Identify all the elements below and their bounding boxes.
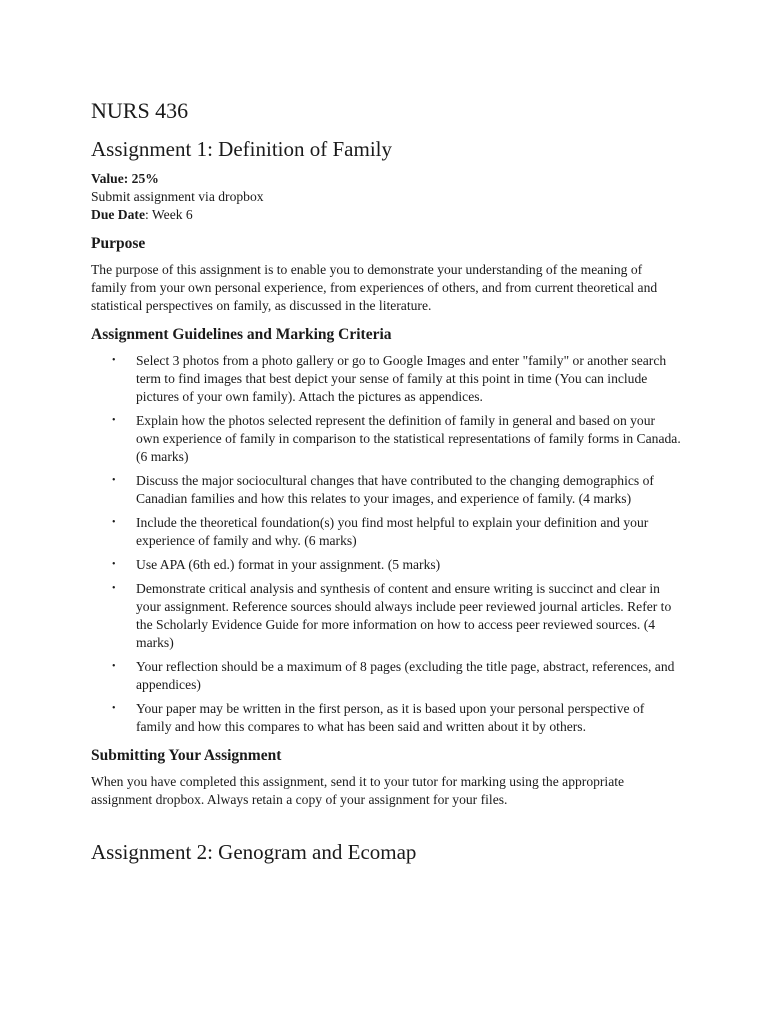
bullet-icon: • bbox=[112, 475, 116, 486]
list-item bbox=[91, 658, 681, 694]
submit-line: Submit assignment via dropbox bbox=[91, 189, 264, 204]
course-code: NURS 436 bbox=[91, 98, 189, 123]
bullet-icon: • bbox=[112, 415, 116, 426]
list-item-text: Select 3 photos from a photo gallery or go to Google Images and enter "family" or another search term to find images that best depict your sense of family at this point in time (You can include pictures of your own family). Attach the pictures as appendices. bbox=[136, 353, 667, 404]
list-item-text: Explain how the photos selected represent the definition of family in general and based on your own experience of family in comparison to the statistical representations of family forms in Canada. (6 marks) bbox=[136, 413, 681, 464]
list-item-text: Demonstrate critical analysis and synthesis of content and ensure writing is succinct and clear in your assignment. Reference sources should always include peer reviewed journal articles. Refer to the Scholarly Evidence Guide for more information on how to access peer reviewed sources. (4 marks) bbox=[136, 581, 672, 650]
list-item-text: Your reflection should be a maximum of 8 pages (excluding the title page, abstract, references, and appendices) bbox=[136, 659, 675, 692]
criteria-list bbox=[91, 352, 681, 736]
submitting-paragraph: When you have completed this assignment, send it to your tutor for marking using the appropriate assignment dropbox. Always retain a copy of your assignment for your files. bbox=[91, 774, 625, 807]
assignment-1-title: Assignment 1: Definition of Family bbox=[91, 137, 392, 161]
guidelines-heading: Assignment Guidelines and Marking Criteria bbox=[91, 326, 392, 343]
list-item bbox=[91, 352, 681, 406]
list-item-text: Use APA (6th ed.) format in your assignment. (5 marks) bbox=[136, 557, 441, 572]
list-item bbox=[91, 580, 681, 652]
list-item bbox=[91, 472, 681, 508]
list-item-text: Include the theoretical foundation(s) you find most helpful to explain your definition and your experience of family and why. (6 marks) bbox=[136, 515, 649, 548]
submitting-heading: Submitting Your Assignment bbox=[91, 747, 282, 764]
bullet-icon: • bbox=[112, 355, 116, 366]
list-item-text: Your paper may be written in the first person, as it is based upon your personal perspective of family and how this compares to what has been said and written about it by others. bbox=[136, 701, 645, 734]
assignment-2-title: Assignment 2: Genogram and Ecomap bbox=[91, 840, 417, 864]
bullet-icon: • bbox=[112, 703, 116, 714]
purpose-heading: Purpose bbox=[91, 235, 146, 252]
due-date-text: : Week 6 bbox=[144, 207, 193, 222]
bullet-icon: • bbox=[112, 559, 116, 570]
list-item bbox=[91, 412, 681, 466]
list-item-text: Discuss the major sociocultural changes that have contributed to the changing demographics of Canadian families and how this relates to your images, and experience of family. (4 marks) bbox=[136, 473, 654, 506]
value-line bbox=[91, 170, 678, 188]
value-label: Value bbox=[91, 171, 124, 186]
due-date-line bbox=[91, 206, 678, 224]
bullet-icon: • bbox=[112, 661, 116, 672]
due-date-label: Due Date bbox=[91, 207, 145, 222]
bullet-icon: • bbox=[112, 583, 116, 594]
list-item bbox=[91, 514, 681, 550]
value-text: : 25% bbox=[123, 171, 159, 186]
list-item bbox=[91, 700, 681, 736]
list-item bbox=[91, 556, 681, 574]
purpose-paragraph: The purpose of this assignment is to enable you to demonstrate your understanding of the meaning of family from your own personal experience, from experiences of others, and from current theoretical and statistical perspectives on family, as discussed in the literature. bbox=[91, 262, 658, 313]
bullet-icon: • bbox=[112, 517, 116, 528]
